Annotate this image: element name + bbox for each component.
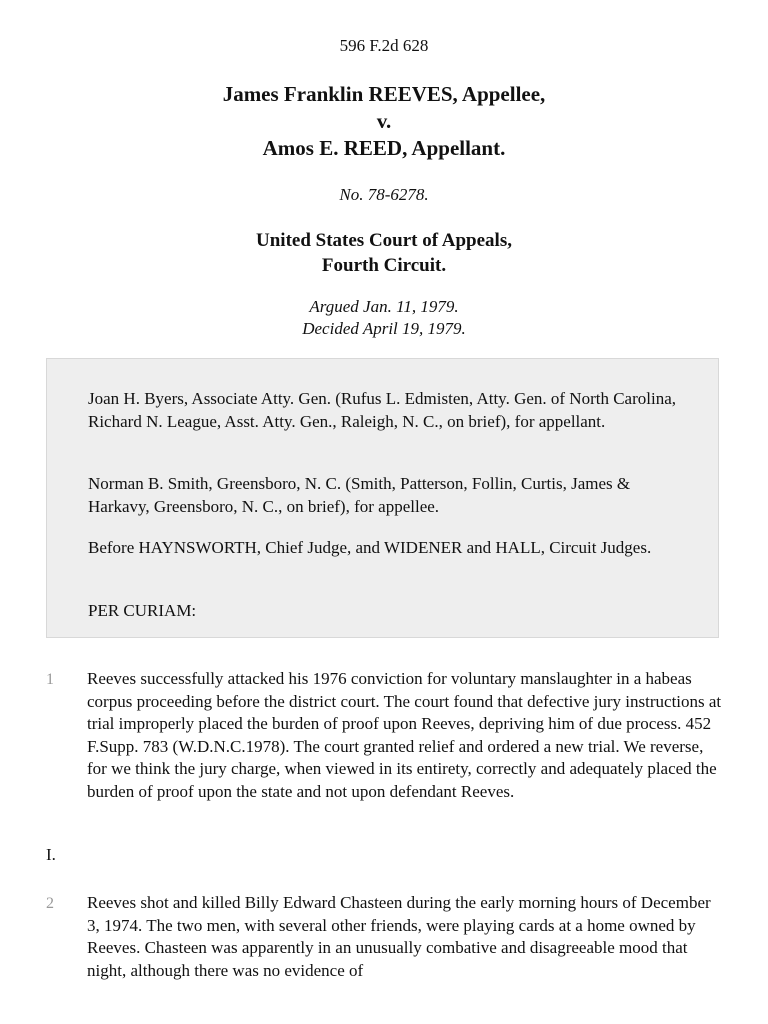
case-dates [0,296,768,340]
appellee-counsel: Norman B. Smith, Greensboro, N. C. (Smith, Patterson, Follin, Curtis, James & Harkavy, Greensboro, N. C., on brief), for appellee. [88,474,631,516]
caption-appellee: James Franklin REEVES, Appellee, [222,82,546,106]
paragraph-number: 2 [46,895,54,912]
judges-panel: Before HAYNSWORTH, Chief Judge, and WIDENER and HALL, Circuit Judges. [88,538,652,557]
section-heading: I. [46,845,56,864]
decided-date: Decided April 19, 1979. [302,319,466,338]
case-citation: 596 F.2d 628 [339,36,429,55]
paragraph-text: Reeves shot and killed Billy Edward Chasteen during the early morning hours of December 3, 1974. The two men, with several other friends, were playing cards at a home owned by Reeves. Chasteen was apparently in an unusually combative and disagreeable mood that night, although there was no evidence of [87,893,711,980]
court-name [0,228,768,278]
case-caption [0,81,768,162]
paragraph-number: 1 [46,671,54,688]
paragraph-text: Reeves successfully attacked his 1976 conviction for voluntary manslaughter in a habeas corpus proceeding before the district court. The court found that defective jury instructions at trial improperly placed the burden of proof upon Reeves, depriving him of due process. 452 F.Supp. 783 (W.D.N.C.1978). The court granted relief and ordered a new trial. We reverse, for we think the jury charge, when viewed in its entirety, correctly and adequately placed the burden of proof upon the state and not upon defendant Reeves. [87,669,722,801]
caption-appellant: Amos E. REED, Appellant. [262,136,506,160]
per-curiam-label: PER CURIAM: [88,601,197,620]
docket-number: No. 78-6278. [339,185,429,204]
counsel-panel [46,358,719,638]
appellant-counsel: Joan H. Byers, Associate Atty. Gen. (Rufus L. Edmisten, Atty. Gen. of North Carolina, Richard N. League, Asst. Atty. Gen., Raleigh, N. C., on brief), for appellant. [88,389,676,431]
caption-versus: v. [376,109,392,133]
court-name-line2: Fourth Circuit. [321,255,447,276]
court-name-line1: United States Court of Appeals, [256,230,512,251]
argued-date: Argued Jan. 11, 1979. [309,297,459,316]
